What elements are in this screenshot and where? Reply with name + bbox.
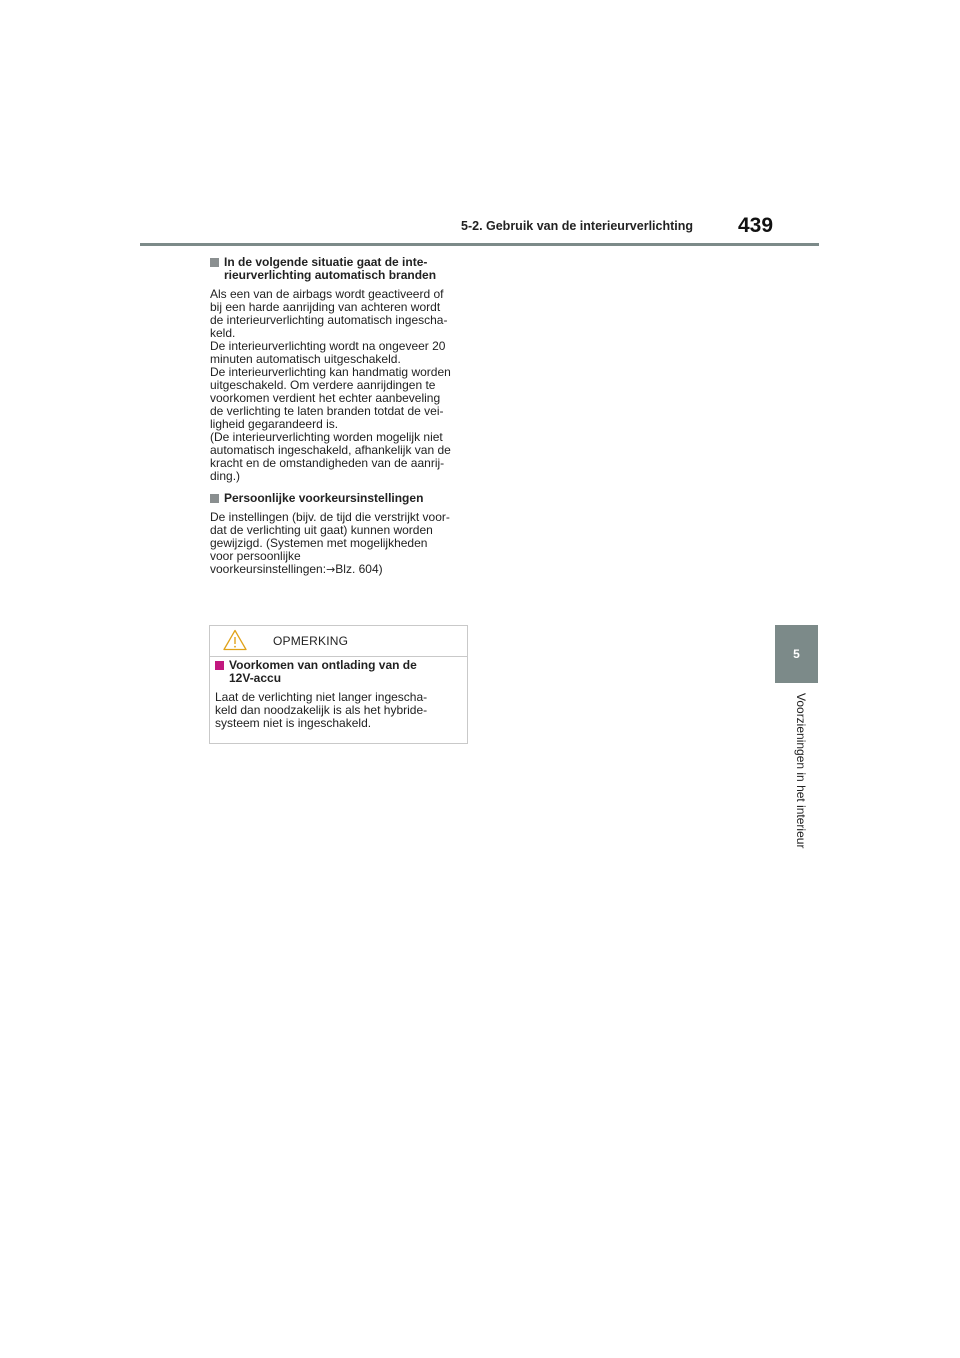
body-line: bij een harde aanrijding van achteren wordt — [210, 300, 441, 314]
section-personal-settings — [210, 492, 470, 576]
body-line: gewijzigd. (Systemen met mogelijkheden — [210, 536, 428, 550]
page-reference-link[interactable]: Blz. 604) — [335, 562, 383, 576]
section-title: 5-2. Gebruik van de interieurverlichting — [461, 219, 694, 233]
body-line: Als een van de airbags wordt geactiveerd of — [210, 287, 444, 301]
square-bullet-icon — [210, 258, 219, 267]
square-bullet-icon — [215, 661, 224, 670]
body-line: ligheid gegarandeerd is. — [210, 417, 339, 431]
notice-box — [209, 625, 468, 744]
body-line: Laat de verlichting niet langer ingescha- — [215, 690, 428, 704]
heading-text: Voorkomen van ontlading van de 12V-accu — [229, 658, 417, 685]
chapter-tab — [775, 625, 818, 683]
square-bullet-icon — [210, 494, 219, 503]
section-heading-text — [224, 256, 436, 282]
body-line: kracht en de omstandigheden van de aanrij- — [210, 456, 445, 470]
section-body — [210, 511, 470, 576]
heading-text: Persoonlijke voorkeursinstellingen — [224, 491, 424, 505]
body-line: systeem niet is ingeschakeld. — [215, 716, 372, 730]
page-number: 439 — [738, 214, 774, 237]
section-heading — [210, 256, 470, 282]
body-line: minuten automatisch uitgeschakeld. — [210, 352, 401, 366]
notice-text — [215, 691, 465, 730]
body-line-with-reference — [210, 563, 470, 576]
arrow-right-icon: → — [326, 563, 336, 576]
body-line: uitgeschakeld. Om verdere aanrijdingen te — [210, 378, 436, 392]
body-line: voorkomen verdient het echter aanbeveling — [210, 391, 441, 405]
body-line: automatisch ingeschakeld, afhankelijk van de — [210, 443, 451, 457]
notice-header — [210, 626, 467, 657]
heading-text: In de volgende situatie gaat de inte- rieurverlichting automatisch branden — [224, 255, 437, 282]
warning-triangle-icon — [223, 629, 247, 651]
body-line: de verlichting te laten branden totdat de vei- — [210, 404, 444, 418]
body-line: de interieurverlichting automatisch ingescha- — [210, 313, 448, 327]
body-line: De interieurverlichting kan handmatig worden — [210, 365, 451, 379]
body-line: De interieurverlichting wordt na ongeveer 20 — [210, 339, 446, 353]
body-line: voor persoonlijke — [210, 549, 301, 563]
body-line: ding.) — [210, 469, 241, 483]
body-line: (De interieurverlichting worden mogelijk niet — [210, 430, 443, 444]
body-line: De instellingen (bijv. de tijd die verstrijkt voor- — [210, 510, 450, 524]
chapter-number: 5 — [793, 647, 800, 661]
notice-body — [215, 659, 465, 730]
body-text: voorkeursinstellingen: — [210, 562, 327, 576]
main-content — [210, 256, 470, 576]
body-line: dat de verlichting uit gaat) kunnen worden — [210, 523, 433, 537]
section-heading — [210, 492, 470, 505]
chapter-title: Voorzieningen in het interieur — [794, 693, 808, 849]
section-body — [210, 288, 470, 483]
notice-label: OPMERKING — [273, 634, 349, 648]
body-line: keld dan noodzakelijk is als het hybride- — [215, 703, 428, 717]
section-auto-lighting — [210, 256, 470, 483]
notice-heading — [215, 659, 465, 685]
header-divider — [140, 243, 819, 246]
body-line: keld. — [210, 326, 236, 340]
